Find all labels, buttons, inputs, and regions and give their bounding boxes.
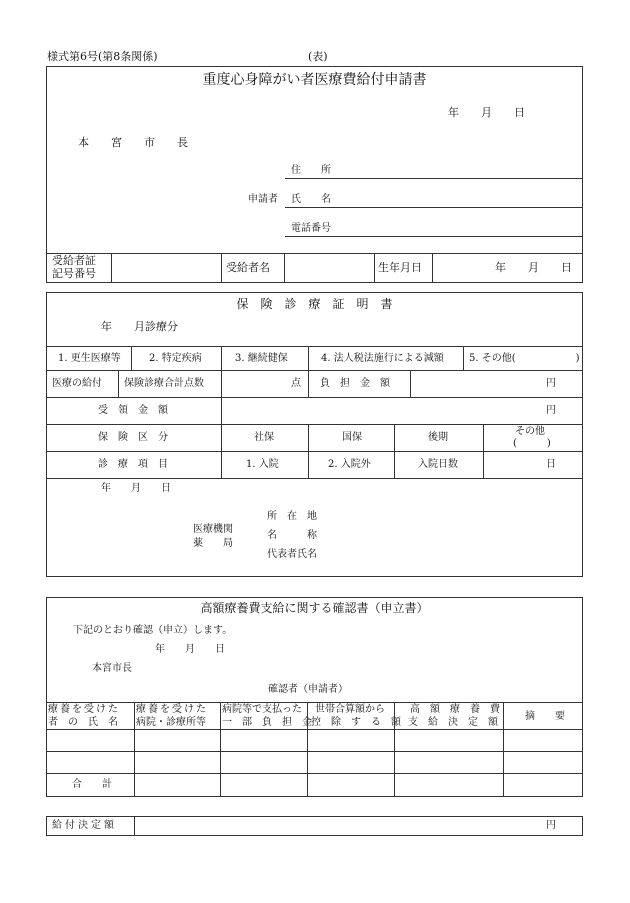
col1-line1: 療養を受けた [48,704,120,715]
facility-label-1: 医療機関 [193,524,233,535]
address-label: 住 所 [291,165,331,176]
col4-line2: 控 除 す る 額 [311,717,401,728]
total-label: 合 計 [72,779,112,790]
item-label: 診 療 項 目 [98,459,168,470]
col3-line1: 病院等で支払った [222,704,302,715]
decision-section [46,816,583,836]
table-row [46,729,583,730]
table-row [46,751,583,752]
item-outpatient: 2. 入院外 [328,459,371,470]
type-label: 保 険 区 分 [98,432,168,443]
phone-line [285,236,582,237]
days-unit: 日 [546,459,556,470]
category-3: 3. 継続健保 [235,353,288,364]
location-label: 所 在 地 [267,511,317,522]
category-5: 5. その他( ) [469,353,580,364]
points-unit: 点 [291,378,301,389]
col2-line1: 療養を受けた [136,704,208,715]
address-line [285,178,582,179]
col5-line1: 高 額 療 養 費 [410,704,500,715]
col1-line2: 者 の 氏 名 [48,717,118,728]
phone-label: 電話番号 [291,223,331,234]
application-date: 年 月 日 [448,106,525,119]
insurance-title: 保 険 診 療 証 明 書 [236,297,393,311]
high-cost-date: 年 月 日 [155,644,225,655]
burden-yen: 円 [546,378,556,389]
col2-line2: 病院・診療所等 [136,717,206,728]
facility-name-label: 名 称 [267,530,317,541]
name-label: 氏 名 [291,194,331,205]
table-row [46,773,583,774]
addressee: 本 宮 市 長 [78,136,188,149]
col3-line2: 一 部 負 担 金 [222,717,312,728]
insurance-month: 年 月診療分 [101,320,178,333]
application-title: 重度心身障がい者医療費給付申請書 [202,72,427,88]
type-other-1: その他 [515,426,545,437]
days-label: 入院日数 [418,459,458,470]
category-1: 1. 更生医療等 [58,353,121,364]
decision-label: 給付決定額 [52,820,117,831]
burden-label: 負 担 金 額 [320,378,390,389]
applicant-label: 申請者 [248,194,278,205]
birth-date: 年 月 日 [495,261,572,274]
cert-label-1: 受給者証 [52,254,96,267]
birth-label: 生年月日 [378,261,422,274]
recipient-row-top [46,253,583,254]
received-label: 受 領 金 額 [98,405,168,416]
type-kokuho: 国保 [342,432,362,443]
rep-label: 代表者氏名 [267,549,317,560]
item-inpatient: 1. 入院 [246,459,279,470]
high-cost-confirmer: 確認者（申請者） [268,684,348,695]
col5-line2: 支 給 決 定 額 [408,717,498,728]
recipient-label: 受給者名 [226,261,270,274]
points-label: 保険診療合計点数 [124,378,204,389]
type-koki: 後期 [428,432,448,443]
name-line [285,207,582,208]
insurance-date: 年 月 日 [101,483,171,494]
type-other-2: ( ) [513,438,551,449]
facility-label-2: 薬 局 [193,538,233,549]
decision-yen: 円 [546,820,556,831]
col4-line1: 世帯合算額から [315,704,385,715]
category-4: 4. 法人税法施行による減額 [321,353,444,364]
category-2: 2. 特定疾病 [149,353,202,364]
benefit-label: 医療の給付 [52,378,102,389]
form-side: (表) [308,50,328,63]
col6-label: 摘 要 [525,711,565,722]
type-shaho: 社保 [254,432,274,443]
high-cost-statement: 下記のとおり確認（申立）します。 [73,625,233,636]
cert-label-2: 記号番号 [52,267,96,280]
received-yen: 円 [546,405,556,416]
high-cost-title: 高額療養費支給に関する確認書（申立書） [200,601,429,615]
form-number: 様式第6号(第8条関係) [47,50,158,63]
high-cost-addressee: 本宮市長 [92,663,132,674]
